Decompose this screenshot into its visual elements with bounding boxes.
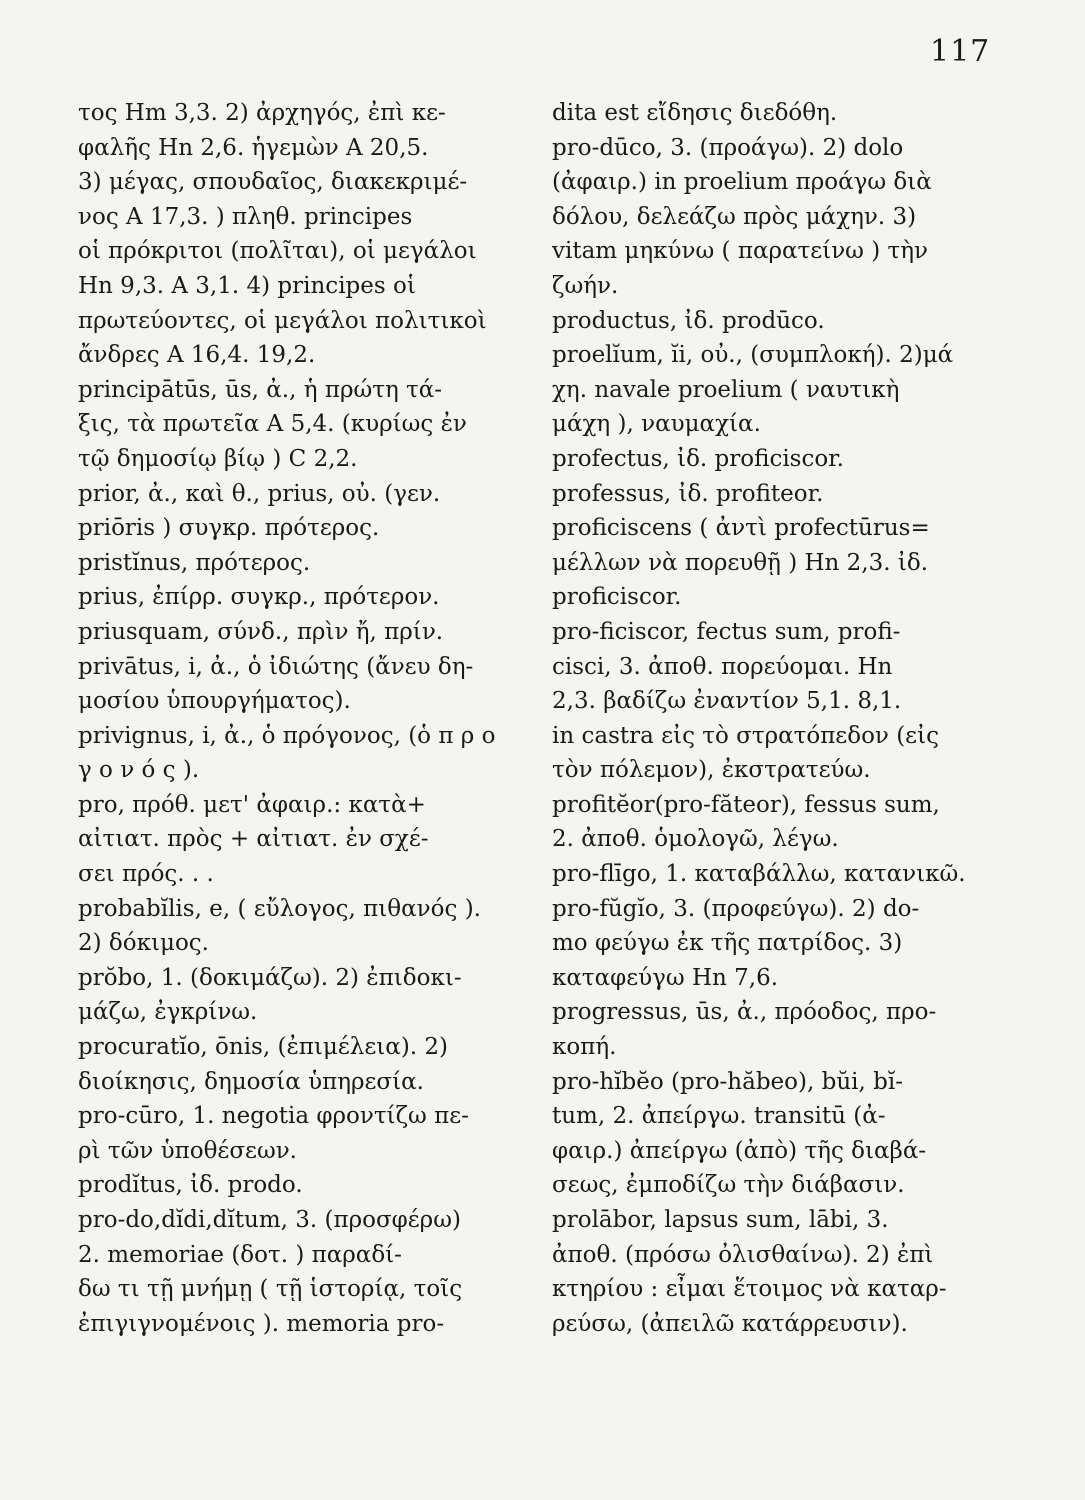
right-column-line: progressus, ūs, ἀ., πρόοδος, προ-: [552, 999, 937, 1026]
left-column-line: priusquam, σύνδ., πρὶν ἤ, πρίν.: [78, 618, 444, 645]
right-column-line: pro-dūco, 3. (προάγω). 2) dolo: [552, 134, 904, 161]
right-column-line: ἀποθ. (πρόσω ὀλισθαίνω). 2) ἐπὶ: [552, 1241, 934, 1268]
left-column-line: οἱ πρόκριτοι (πολῖται), οἱ μεγάλοι: [78, 238, 477, 265]
left-column-line: pristĭnus, πρότερος.: [78, 549, 311, 576]
left-column-line: ἐπιγιγνομένοις ). memoria pro-: [78, 1310, 445, 1337]
right-column-line: pro-fŭgĭo, 3. (προφεύγω). 2) do-: [552, 895, 920, 922]
right-column-line: δόλου, δελεάζω πρὸς μάχην. 3): [552, 203, 917, 230]
left-column-line: διοίκησις, δημοσία ὑπηρεσία.: [78, 1068, 424, 1095]
left-column-line: pro-do,dĭdi,dĭtum, 3. (προσφέρω): [78, 1207, 461, 1233]
left-column-line: φαλῆς Hn 2,6. ἡγεμὼν A 20,5.: [78, 134, 429, 161]
left-column-line: privignus, i, ἀ., ὁ πρόγονος, (ὁ π ρ ο: [78, 722, 496, 749]
left-column-line: μάζω, ἐγκρίνω.: [78, 999, 258, 1026]
left-column-line: αἰτιατ. πρὸς + αἰτιατ. ἐν σχέ-: [78, 826, 429, 853]
left-column-line: prodĭtus, ἰδ. prodo.: [78, 1172, 303, 1199]
right-column-line: proelĭum, ĭi, οὐ., (συμπλοκή). 2)μά: [552, 342, 954, 369]
right-column-line: dita est εἴδησις διεδόθη.: [552, 100, 838, 126]
right-column-line: proficiscor.: [552, 584, 682, 611]
right-column-line: 2. ἀποθ. ὁμολογῶ, λέγω.: [552, 826, 839, 853]
right-column-line: κτηρίου : εἶμαι ἕτοιμος νὰ καταρ-: [552, 1276, 947, 1303]
right-column-line: τὸν πόλεμον), ἐκστρατεύω.: [552, 757, 871, 784]
right-column-line: pro-ficiscor, fectus sum, profi-: [552, 618, 901, 645]
right-column-line: vitam μηκύνω ( παρατείνω ) τὴν: [552, 238, 929, 265]
right-column-line: 2,3. βαδίζω ἐναντίον 5,1. 8,1.: [552, 688, 902, 715]
left-column: [78, 96, 548, 1341]
left-column-line: τος Hm 3,3. 2) ἀρχηγός, ἐπὶ κε-: [78, 100, 446, 126]
right-column-line: χη. navale proelium ( ναυτικὴ: [552, 376, 900, 403]
right-column-line: profectus, ἰδ. proficiscor.: [552, 445, 844, 472]
right-column-line: profitĕor(pro-făteor), fessus sum,: [552, 791, 940, 818]
left-column-line: γ ο ν ό ς ).: [78, 757, 200, 784]
right-column-line: in castra εἰς τὸ στρατόπεδον (εἰς: [552, 722, 940, 749]
left-column-line: πρωτεύοντες, οἱ μεγάλοι πολιτικοὶ: [78, 307, 487, 334]
left-column-line: procuratĭo, ōnis, (ἐπιμέλεια). 2): [78, 1034, 449, 1061]
left-column-line: νος A 17,3. ) πληθ. principes: [78, 203, 413, 230]
left-column-line: Hn 9,3. A 3,1. 4) principes οἱ: [78, 272, 416, 299]
right-column-line: μάχη ), ναυμαχία.: [552, 411, 761, 438]
left-column-line: 2. memoriae (δοτ. ) παραδί-: [78, 1241, 402, 1268]
page-number: 117: [930, 34, 991, 69]
right-column-line: mo φεύγω ἐκ τῆς πατρίδος. 3): [552, 930, 903, 957]
right-column-line: prolābor, lapsus sum, lābi, 3.: [552, 1207, 889, 1233]
left-column-line: prius, ἐπίρρ. συγκρ., πρότερον.: [78, 584, 440, 611]
left-column-line: ρὶ τῶν ὑποθέσεων.: [78, 1137, 297, 1164]
right-column-line: tum, 2. ἀπείργω. transitū (ἀ-: [552, 1103, 886, 1130]
right-column-line: productus, ἰδ. prodūco.: [552, 307, 825, 334]
left-column-line: ἄνδρες A 16,4. 19,2.: [78, 342, 316, 369]
left-column-line: τῷ δημοσίῳ βίῳ ) C 2,2.: [78, 445, 358, 472]
right-column-line: ζωήν.: [552, 272, 619, 299]
left-column-line: pro, πρόθ. μετ' ἀφαιρ.: κατὰ+: [78, 791, 426, 818]
left-column-line: probabĭlis, e, ( εὔλογος, πιθανός ).: [78, 895, 481, 922]
right-column-line: καταφεύγω Hn 7,6.: [552, 964, 779, 991]
right-column-line: pro-flīgo, 1. καταβάλλω, κατανικῶ.: [552, 861, 966, 888]
left-column-line: principātūs, ūs, ἀ., ἡ πρώτη τά-: [78, 376, 443, 403]
right-column-line: pro-hĭbĕo (pro-hăbeo), bŭi, bĭ-: [552, 1068, 903, 1095]
right-column-line: ρεύσω, (ἀπειλῶ κατάρρευσιν).: [552, 1310, 908, 1337]
right-column-line: φαιρ.) ἀπείργω (ἀπὸ) τῆς διαβά-: [552, 1137, 927, 1164]
left-column-line: prior, ἀ., καὶ θ., prius, οὐ. (γεν.: [78, 480, 441, 507]
right-column-line: professus, ἰδ. profiteor.: [552, 480, 824, 507]
left-column-line: μοσίου ὑπουργήματος).: [78, 688, 351, 715]
right-column: [552, 96, 1022, 1341]
left-column-line: 2) δόκιμος.: [78, 930, 209, 957]
left-column-line: prŏbo, 1. (δοκιμάζω). 2) ἐπιδοκι-: [78, 964, 462, 991]
right-column-line: (ἀφαιρ.) in proelium προάγω διὰ: [552, 169, 932, 196]
right-column-line: σεως, ἐμποδίζω τὴν διάβασιν.: [552, 1172, 905, 1199]
left-column-line: 3) μέγας, σπουδαῖος, διακεκριμέ-: [78, 169, 468, 196]
left-column-line: privātus, i, ἀ., ὁ ἰδιώτης (ἄνευ δη-: [78, 653, 474, 680]
right-column-line: μέλλων νὰ πορευθῇ ) Hn 2,3. ἰδ.: [552, 549, 929, 576]
left-column-line: pro-cūro, 1. negotia φροντίζω πε-: [78, 1103, 469, 1130]
right-column-line: proficiscens ( ἀντὶ profectūrus=: [552, 515, 930, 542]
left-column-line: δω τι τῇ μνήμῃ ( τῇ ἱστορίᾳ, τοῖς: [78, 1276, 463, 1303]
left-column-line: priōris ) συγκρ. πρότερος.: [78, 515, 380, 542]
right-column-line: cisci, 3. ἀποθ. πορεύομαι. Hn: [552, 653, 893, 680]
left-column-line: ξις, τὰ πρωτεῖα A 5,4. (κυρίως ἐν: [78, 411, 467, 438]
left-column-line: σει πρός. . .: [78, 861, 214, 888]
right-column-line: κοπή.: [552, 1034, 617, 1061]
